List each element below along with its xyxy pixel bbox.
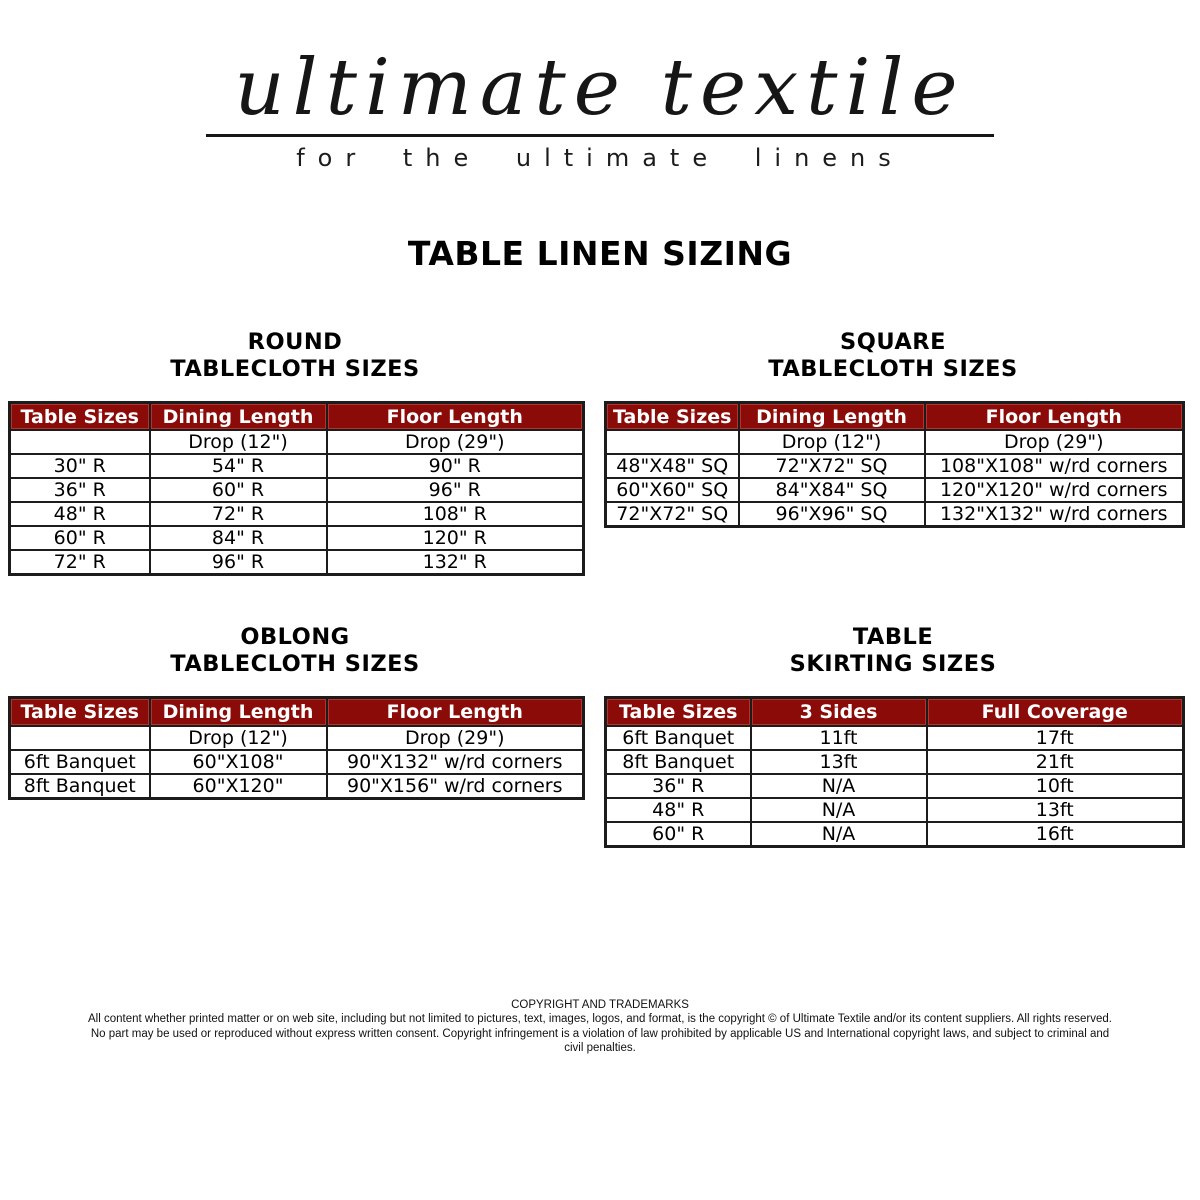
skirting-sizes-table <box>604 696 1185 848</box>
table-cell: 90" R <box>327 454 584 478</box>
table-cell: 17ft <box>927 726 1184 750</box>
logo-brand-script: ultimate textile <box>206 48 993 137</box>
section-oblong <box>8 624 582 800</box>
oblong-sizes-table <box>8 696 585 800</box>
table-row <box>606 478 1184 502</box>
table-cell: 6ft Banquet <box>10 750 150 774</box>
section-title-square <box>604 329 1182 383</box>
column-header: Dining Length <box>739 402 925 430</box>
table-cell: Drop (29") <box>327 430 584 454</box>
table-row <box>10 454 584 478</box>
table-cell: 60" R <box>606 822 751 847</box>
section-round <box>8 329 582 577</box>
table-cell: Drop (29") <box>925 430 1184 454</box>
table-cell: 8ft Banquet <box>606 750 751 774</box>
table-cell: 30" R <box>10 454 150 478</box>
table-cell: 60"X60" SQ <box>606 478 739 502</box>
section-title-oblong <box>8 624 582 678</box>
table-cell: N/A <box>751 798 927 822</box>
column-header: Table Sizes <box>606 402 739 430</box>
table-cell: Drop (12") <box>150 726 327 750</box>
column-header: Dining Length <box>150 698 327 726</box>
table-cell: 16ft <box>927 822 1184 847</box>
table-row <box>10 526 584 550</box>
copyright-footer <box>0 998 1200 1056</box>
table-row <box>10 774 584 799</box>
table-cell: 54" R <box>150 454 327 478</box>
square-sizes-table <box>604 401 1185 529</box>
tables-grid <box>0 329 1200 848</box>
logo <box>0 0 1200 172</box>
table-cell: 120" R <box>327 526 584 550</box>
table-cell: 60"X108" <box>150 750 327 774</box>
header-row <box>10 402 584 430</box>
table-row <box>606 430 1184 454</box>
section-title-line: TABLE <box>852 624 934 651</box>
table-row <box>10 502 584 526</box>
round-sizes-table <box>8 401 585 577</box>
column-header: Table Sizes <box>606 698 751 726</box>
table-cell: 72" R <box>10 550 150 575</box>
section-title-line: SKIRTING SIZES <box>789 651 997 678</box>
section-title-skirting <box>604 624 1182 678</box>
table-cell: 60" R <box>10 526 150 550</box>
table-row <box>606 726 1184 750</box>
table-cell: Drop (12") <box>150 430 327 454</box>
copyright-heading: COPYRIGHT AND TRADEMARKS <box>511 998 689 1011</box>
table-cell: 90"X156" w/rd corners <box>327 774 584 799</box>
table-row <box>606 750 1184 774</box>
section-title-line: TABLECLOTH SIZES <box>768 355 1018 382</box>
table-cell: 72"X72" SQ <box>606 502 739 527</box>
section-title-line: TABLECLOTH SIZES <box>170 651 420 678</box>
table-cell: 96" R <box>327 478 584 502</box>
table-cell: 132" R <box>327 550 584 575</box>
column-header: Full Coverage <box>927 698 1184 726</box>
section-title-line: TABLECLOTH SIZES <box>170 355 420 382</box>
table-cell: 90"X132" w/rd corners <box>327 750 584 774</box>
header-row <box>606 698 1184 726</box>
table-row <box>606 454 1184 478</box>
table-row <box>10 750 584 774</box>
table-row <box>606 822 1184 847</box>
table-cell: 36" R <box>606 774 751 798</box>
page-title: TABLE LINEN SIZING <box>407 233 793 273</box>
column-header: 3 Sides <box>751 698 927 726</box>
table-cell: 108" R <box>327 502 584 526</box>
section-skirting <box>604 624 1182 848</box>
column-header: Dining Length <box>150 402 327 430</box>
table-row <box>10 726 584 750</box>
table-cell: 84" R <box>150 526 327 550</box>
table-cell: 108"X108" w/rd corners <box>925 454 1184 478</box>
table-cell <box>10 430 150 454</box>
section-title-line: OBLONG <box>240 624 350 651</box>
table-cell: 96"X96" SQ <box>739 502 925 527</box>
table-cell <box>10 726 150 750</box>
copyright-body: All content whether printed matter or on web site, including but not limited to pictures, text, images, logos, and format, is the copyright © of Ultimate Textile and/or its content suppliers. All rights reserved. No part may be used or reproduced without express written consent. Copyright infringement is a violation of law prohibited by applicable US and International copyright laws, and subject to criminal and civil penalties. <box>88 1013 1112 1055</box>
table-cell: 21ft <box>927 750 1184 774</box>
table-cell: 13ft <box>751 750 927 774</box>
table-row <box>606 798 1184 822</box>
column-header: Floor Length <box>327 698 584 726</box>
header-row <box>10 698 584 726</box>
column-header: Table Sizes <box>10 698 150 726</box>
table-cell: 36" R <box>10 478 150 502</box>
table-cell: 96" R <box>150 550 327 575</box>
column-header: Floor Length <box>327 402 584 430</box>
section-title-round <box>8 329 582 383</box>
table-cell: 48" R <box>606 798 751 822</box>
section-title-line: SQUARE <box>839 328 947 355</box>
table-row <box>10 478 584 502</box>
column-header: Floor Length <box>925 402 1184 430</box>
table-cell: 84"X84" SQ <box>739 478 925 502</box>
table-cell: N/A <box>751 822 927 847</box>
column-header: Table Sizes <box>10 402 150 430</box>
table-cell: 48"X48" SQ <box>606 454 739 478</box>
table-cell: 11ft <box>751 726 927 750</box>
table-cell: Drop (12") <box>739 430 925 454</box>
table-cell: 8ft Banquet <box>10 774 150 799</box>
table-cell: 6ft Banquet <box>606 726 751 750</box>
table-cell: N/A <box>751 774 927 798</box>
table-cell: 72" R <box>150 502 327 526</box>
table-cell: 48" R <box>10 502 150 526</box>
table-cell: 60"X120" <box>150 774 327 799</box>
table-cell: 10ft <box>927 774 1184 798</box>
table-row <box>606 774 1184 798</box>
table-cell <box>606 430 739 454</box>
table-cell: Drop (29") <box>327 726 584 750</box>
section-square <box>604 329 1182 529</box>
table-row <box>10 430 584 454</box>
table-cell: 72"X72" SQ <box>739 454 925 478</box>
table-cell: 132"X132" w/rd corners <box>925 502 1184 527</box>
section-title-line: ROUND <box>247 328 343 355</box>
table-row <box>10 550 584 575</box>
logo-tagline: for the ultimate linens <box>296 143 904 172</box>
table-cell: 60" R <box>150 478 327 502</box>
header-row <box>606 402 1184 430</box>
table-row <box>606 502 1184 527</box>
table-cell: 120"X120" w/rd corners <box>925 478 1184 502</box>
table-cell: 13ft <box>927 798 1184 822</box>
